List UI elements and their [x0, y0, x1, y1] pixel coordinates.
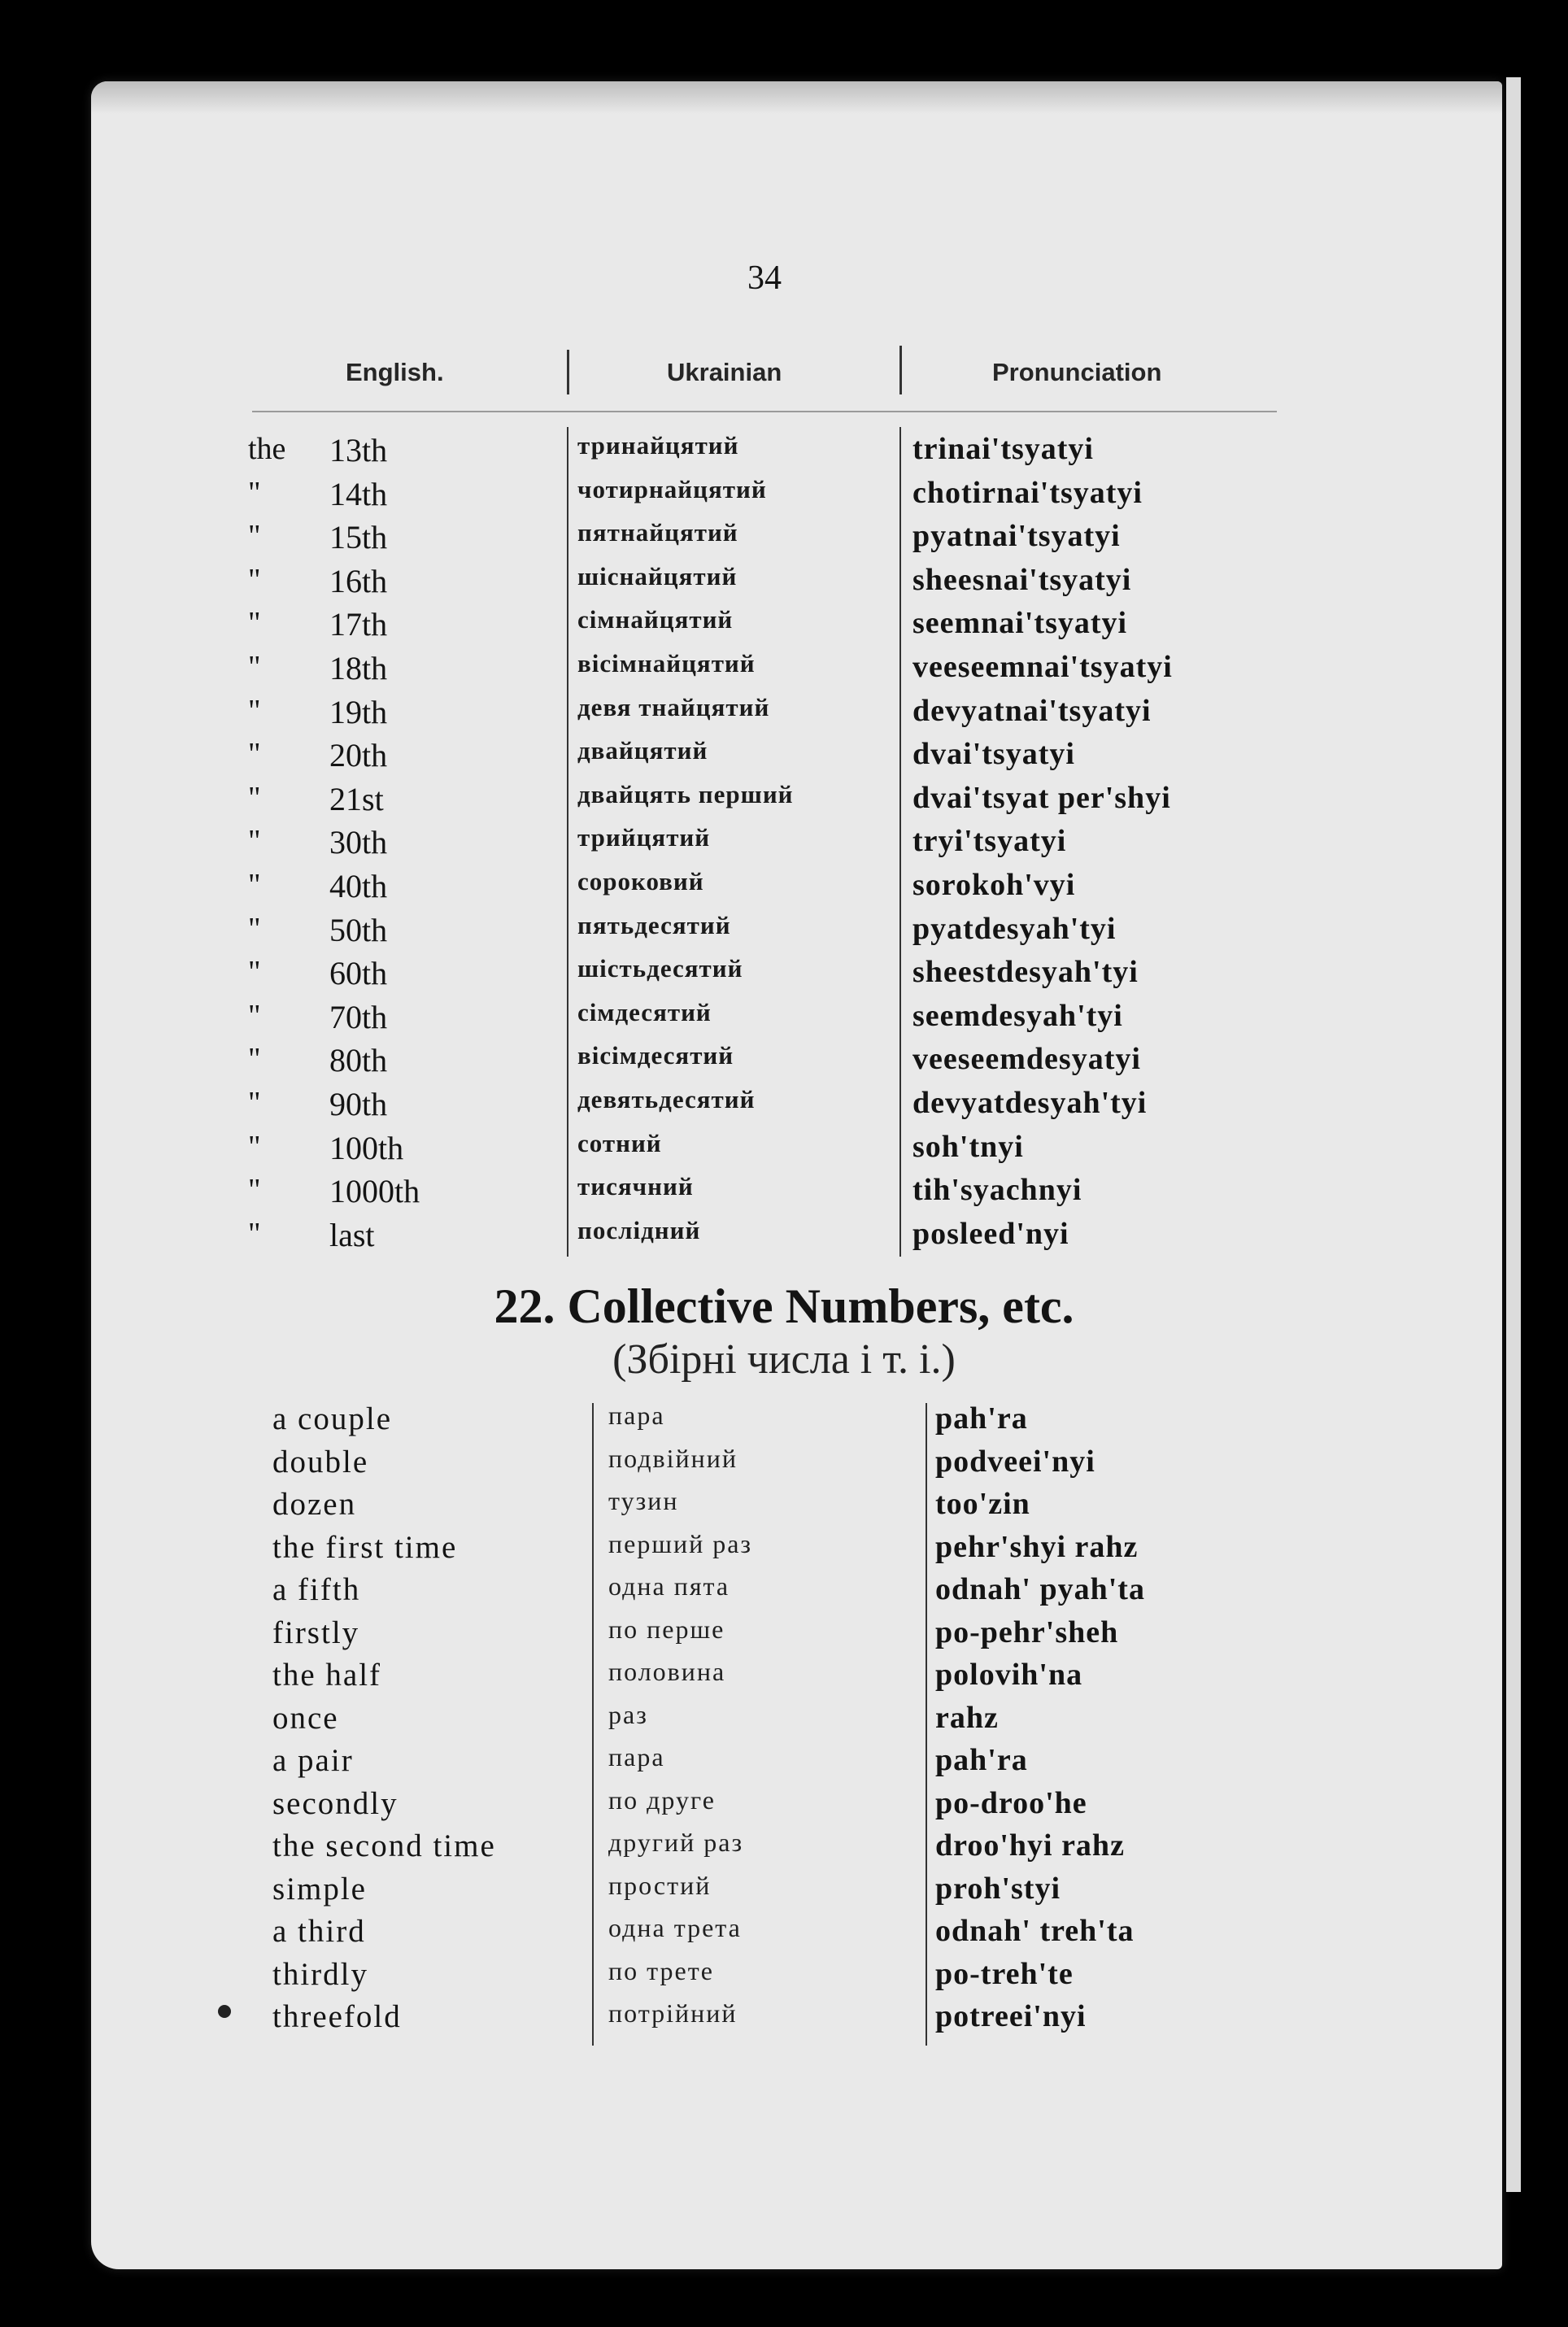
table-row	[0, 1041, 1411, 1085]
collective-pronunciation: rahz	[935, 1700, 999, 1735]
ordinal-prefix: "	[248, 1085, 261, 1120]
ordinal-english: 19th	[329, 693, 388, 730]
collective-pronunciation: droo'hyi rahz	[935, 1828, 1125, 1863]
ordinal-prefix: "	[248, 606, 261, 641]
ordinal-pronunciation: devyatdesyah'tyi	[912, 1085, 1148, 1120]
ordinal-english: 70th	[329, 998, 388, 1035]
ordinal-pronunciation: pyatdesyah'tyi	[912, 911, 1117, 946]
section-subtitle: (Збірні числа і т. і.)	[612, 1336, 956, 1383]
ordinal-ukrainian: пятнайцятий	[577, 518, 738, 547]
table-row	[0, 1486, 1411, 1529]
collective-english: a fifth	[272, 1572, 361, 1607]
ordinal-ukrainian: двайцять перший	[577, 779, 794, 808]
ordinal-pronunciation: chotirnai'tsyatyi	[912, 475, 1143, 510]
collective-pronunciation: pah'ra	[935, 1401, 1028, 1436]
ordinal-english: 80th	[329, 1042, 388, 1079]
ordinal-ukrainian: девя тнайцятий	[577, 692, 770, 721]
ordinal-prefix: "	[248, 955, 261, 990]
ordinal-pronunciation: veeseemnai'tsyatyi	[912, 649, 1173, 684]
table-row	[0, 823, 1411, 867]
ordinal-ukrainian: сотний	[577, 1128, 662, 1157]
collective-english: a third	[272, 1914, 366, 1949]
ordinal-english: 18th	[329, 649, 388, 686]
collective-ukrainian: половина	[608, 1657, 726, 1686]
ordinal-ukrainian: двайцятий	[577, 736, 708, 765]
ordinal-ukrainian: вісімнайцятий	[577, 648, 756, 678]
column-header-english: English.	[346, 358, 444, 386]
table-row	[0, 649, 1411, 693]
ordinal-pronunciation: tih'syachnyi	[912, 1173, 1082, 1208]
collective-english: dozen	[272, 1487, 357, 1522]
table-row	[0, 867, 1411, 911]
ordinal-pronunciation: devyatnai'tsyatyi	[912, 693, 1152, 728]
header-rule	[252, 411, 1277, 412]
collective-english: a couple	[272, 1401, 393, 1436]
collective-pronunciation: polovih'na	[935, 1658, 1083, 1692]
ordinal-prefix: "	[248, 649, 261, 684]
ordinal-ukrainian: послідний	[577, 1215, 701, 1244]
ink-blot	[218, 2005, 231, 2018]
collective-ukrainian: по друге	[608, 1784, 716, 1815]
header-divider	[899, 346, 902, 394]
table-row	[0, 1615, 1411, 1658]
table-row	[0, 1529, 1411, 1572]
ordinal-ukrainian: пятьдесятий	[577, 910, 731, 939]
ordinal-prefix: the	[248, 432, 286, 466]
table-row	[0, 1172, 1411, 1216]
ordinal-pronunciation: trinai'tsyatyi	[912, 432, 1094, 466]
ordinal-pronunciation: sheestdesyah'tyi	[912, 955, 1139, 990]
collective-pronunciation: odnah' treh'ta	[935, 1914, 1135, 1948]
table-row	[0, 1785, 1411, 1828]
ordinal-english: 50th	[329, 911, 388, 948]
table-row	[0, 1998, 1411, 2042]
ordinal-prefix: "	[248, 519, 261, 554]
table-row	[0, 1956, 1411, 1999]
ordinal-prefix: "	[248, 1129, 261, 1164]
table-row	[0, 1742, 1411, 1785]
ordinal-prefix: "	[248, 867, 261, 902]
table-row	[0, 693, 1411, 737]
ordinal-pronunciation: seemnai'tsyatyi	[912, 606, 1128, 641]
ordinal-pronunciation: veeseemdesyatyi	[912, 1042, 1141, 1077]
collective-english: the second time	[272, 1828, 496, 1863]
collective-ukrainian: пара	[608, 1742, 665, 1771]
ordinal-english: 40th	[329, 867, 388, 904]
collective-ukrainian: пара	[608, 1401, 665, 1430]
collective-pronunciation: po-treh'te	[935, 1956, 1074, 1991]
collective-english: once	[272, 1700, 339, 1736]
table-row	[0, 475, 1411, 519]
collective-ukrainian: одна трета	[608, 1913, 742, 1942]
ordinal-prefix: "	[248, 562, 261, 597]
collective-ukrainian: другий раз	[608, 1828, 744, 1857]
collective-pronunciation: podveei'nyi	[935, 1444, 1095, 1479]
table-row	[0, 1828, 1411, 1871]
ordinal-prefix: "	[248, 737, 261, 772]
column-header-pronunciation: Pronunciation	[992, 358, 1162, 386]
ordinal-pronunciation: soh'tnyi	[912, 1129, 1024, 1164]
collective-english: the first time	[272, 1529, 458, 1565]
ordinal-ukrainian: трийцятий	[577, 823, 711, 852]
collective-english: threefold	[272, 1999, 402, 2034]
ordinal-pronunciation: posleed'nyi	[912, 1216, 1069, 1251]
section-title: 22. Collective Numbers, etc.	[494, 1279, 1074, 1333]
ordinal-english: 13th	[329, 432, 388, 468]
ordinal-ukrainian: вісімдесятий	[577, 1041, 734, 1070]
collective-ukrainian: тузин	[608, 1486, 679, 1515]
ordinal-prefix: "	[248, 1216, 261, 1251]
ordinal-pronunciation: dvai'tsyat per'shyi	[912, 780, 1171, 815]
table-row	[0, 1216, 1411, 1260]
collective-pronunciation: pehr'shyi rahz	[935, 1529, 1139, 1564]
table-row	[0, 911, 1411, 955]
collective-pronunciation: po-droo'he	[935, 1785, 1087, 1820]
next-page-edge	[1506, 77, 1521, 2192]
ordinal-prefix: "	[248, 475, 261, 510]
table-row	[0, 1129, 1411, 1173]
ordinal-english: 14th	[329, 475, 388, 512]
table-row	[0, 1571, 1411, 1615]
collective-english: a pair	[272, 1743, 354, 1778]
table-row	[0, 780, 1411, 824]
collective-english: secondly	[272, 1785, 399, 1821]
ordinal-english: last	[329, 1216, 375, 1253]
ordinal-english: 16th	[329, 562, 388, 599]
collective-pronunciation: po-pehr'sheh	[935, 1615, 1119, 1649]
table-row	[0, 518, 1411, 562]
collective-ukrainian: раз	[608, 1699, 648, 1729]
table-row	[0, 431, 1411, 475]
ordinal-prefix: "	[248, 998, 261, 1033]
ordinal-english: 90th	[329, 1085, 388, 1122]
ordinal-pronunciation: seemdesyah'tyi	[912, 998, 1123, 1033]
ordinal-ukrainian: шістьдесятий	[577, 954, 743, 983]
ordinal-ukrainian: девятьдесятий	[577, 1084, 756, 1113]
ordinal-pronunciation: sorokoh'vyi	[912, 867, 1076, 902]
table-row	[0, 1085, 1411, 1129]
collective-ukrainian: одна пята	[608, 1571, 730, 1601]
collective-ukrainian: подвійний	[608, 1443, 738, 1473]
ordinal-ukrainian: шіснайцятий	[577, 561, 738, 590]
collective-ukrainian: по перше	[608, 1614, 725, 1644]
table-row	[0, 1444, 1411, 1487]
table-row	[0, 1401, 1411, 1444]
ordinal-english: 30th	[329, 824, 388, 861]
ordinal-english: 15th	[329, 519, 388, 556]
collective-ukrainian: потрійний	[608, 1998, 738, 2028]
ordinal-ukrainian: сімдесятий	[577, 997, 712, 1026]
ordinal-english: 60th	[329, 955, 388, 992]
ordinal-pronunciation: tryi'tsyatyi	[912, 824, 1067, 859]
collective-pronunciation: too'zin	[935, 1487, 1030, 1521]
collective-ukrainian: по трете	[608, 1955, 714, 1985]
collective-pronunciation: pah'ra	[935, 1743, 1028, 1777]
collective-english: simple	[272, 1871, 367, 1906]
ordinal-prefix: "	[248, 1042, 261, 1077]
collective-table	[0, 1401, 1411, 2042]
collective-ukrainian: перший раз	[608, 1528, 753, 1558]
collective-pronunciation: potreei'nyi	[935, 1999, 1087, 2033]
ordinal-prefix: "	[248, 824, 261, 859]
ordinal-pronunciation: sheesnai'tsyatyi	[912, 562, 1132, 597]
header-divider	[567, 350, 569, 394]
page-top-edge	[91, 81, 1502, 114]
ordinal-prefix: "	[248, 911, 261, 946]
ordinal-english: 21st	[329, 780, 384, 817]
ordinal-english: 17th	[329, 606, 388, 643]
collective-ukrainian: простий	[608, 1870, 712, 1900]
table-row	[0, 736, 1411, 780]
table-row	[0, 998, 1411, 1042]
collective-pronunciation: odnah' pyah'ta	[935, 1572, 1145, 1606]
table-row	[0, 954, 1411, 998]
ordinal-prefix: "	[248, 1173, 261, 1208]
table-row	[0, 605, 1411, 649]
ordinal-pronunciation: pyatnai'tsyatyi	[912, 519, 1121, 554]
collective-english: double	[272, 1444, 369, 1479]
ordinal-english: 1000th	[329, 1173, 420, 1210]
collective-english: thirdly	[272, 1956, 368, 1992]
ordinal-english: 100th	[329, 1129, 404, 1166]
table-row	[0, 1657, 1411, 1700]
page-number: 34	[747, 259, 782, 297]
collective-pronunciation: proh'styi	[935, 1871, 1061, 1906]
table-row	[0, 562, 1411, 606]
ordinal-table	[0, 431, 1411, 1259]
column-header-ukrainian: Ukrainian	[667, 358, 782, 386]
ordinal-ukrainian: тисячний	[577, 1172, 694, 1201]
ordinal-ukrainian: сороковий	[577, 866, 704, 896]
ordinal-pronunciation: dvai'tsyatyi	[912, 737, 1075, 772]
ordinal-ukrainian: сімнайцятий	[577, 605, 734, 634]
table-row	[0, 1871, 1411, 1914]
ordinal-prefix: "	[248, 693, 261, 728]
table-row	[0, 1913, 1411, 1956]
ordinal-english: 20th	[329, 737, 388, 774]
collective-english: firstly	[272, 1615, 360, 1650]
ordinal-ukrainian: чотирнайцятий	[577, 474, 767, 503]
ordinal-prefix: "	[248, 780, 261, 815]
collective-english: the half	[272, 1658, 382, 1693]
table-row	[0, 1700, 1411, 1743]
ordinal-ukrainian: тринайцятий	[577, 431, 739, 460]
